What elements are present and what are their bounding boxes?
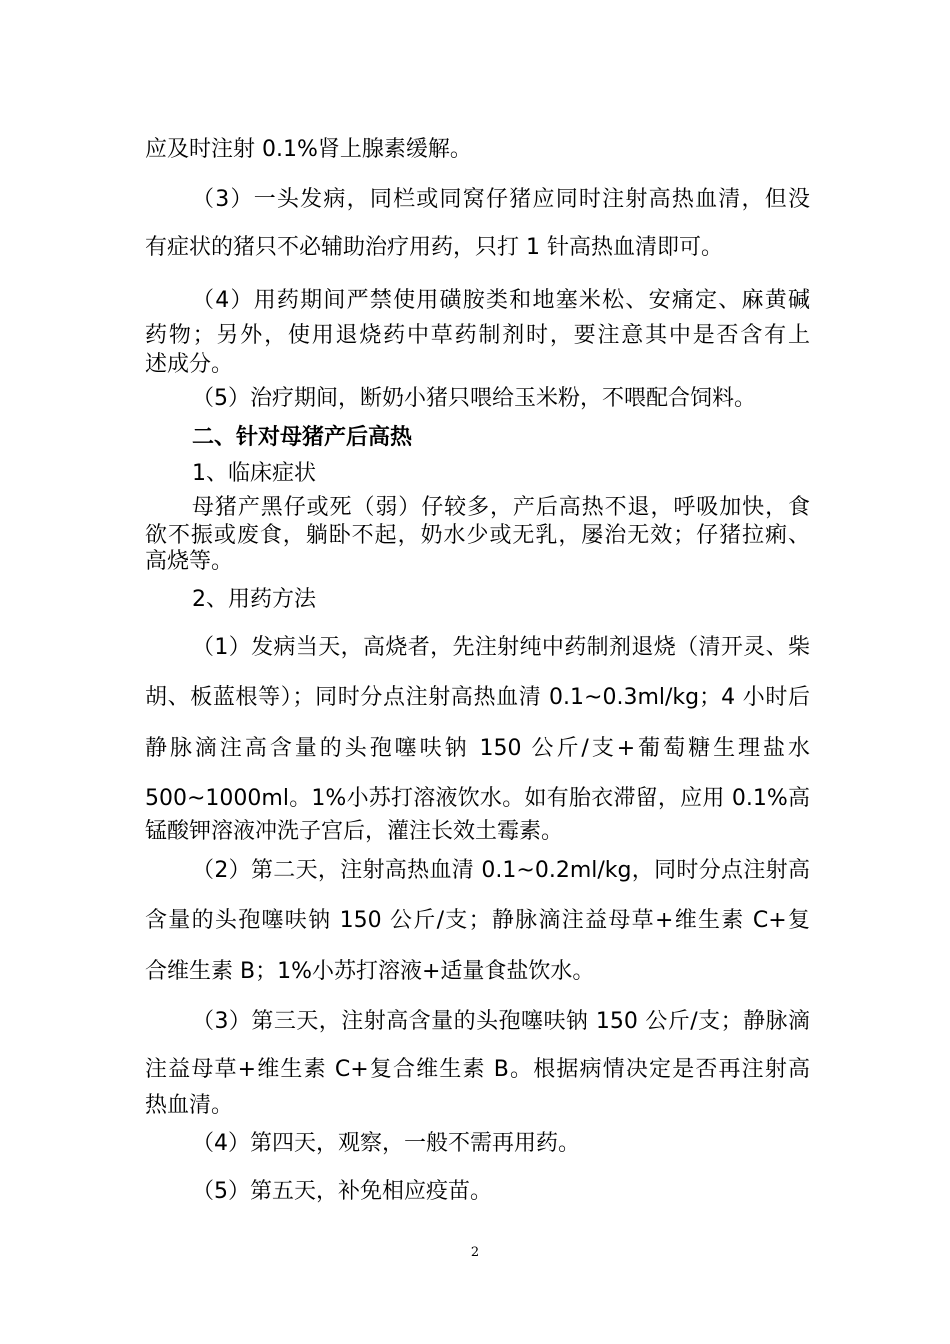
paragraph-line: 胡、板蓝根等）；同时分点注射高热血清 0.1~0.3ml/kg；4 小时后	[145, 685, 810, 710]
paragraph-line: （4）用药期间严禁使用磺胺类和地塞米松、安痛定、麻黄碱	[192, 288, 810, 313]
paragraph-line: 应及时注射 0.1%肾上腺素缓解。	[145, 137, 472, 162]
subsection-heading: 2、用药方法	[192, 587, 316, 612]
paragraph-line: （5）治疗期间，断奶小猪只喂给玉米粉，不喂配合饲料。	[192, 386, 756, 411]
subsection-heading: 1、临床症状	[192, 461, 316, 486]
paragraph-line: 欲不振或废食，躺卧不起，奶水少或无乳，屡治无效；仔猪拉痢、	[145, 523, 810, 548]
paragraph-line: 锰酸钾溶液冲洗子宫后，灌注长效土霉素。	[145, 819, 564, 844]
paragraph-line: 合维生素 B；1%小苏打溶液+适量食盐饮水。	[145, 959, 595, 984]
paragraph-line: （2）第二天，注射高热血清 0.1~0.2ml/kg，同时分点注射高	[192, 858, 810, 883]
paragraph-line: 有症状的猪只不必辅助治疗用药，只打 1 针高热血清即可。	[145, 235, 723, 260]
paragraph-line: 母猪产黑仔或死（弱）仔较多，产后高热不退，呼吸加快，食	[192, 495, 810, 520]
paragraph-line: 500~1000ml。1%小苏打溶液饮水。如有胎衣滞留，应用 0.1%高	[145, 786, 810, 811]
paragraph-line: 静脉滴注高含量的头孢噻呋钠 150 公斤/支+葡萄糖生理盐水	[145, 736, 810, 761]
paragraph-line: 含量的头孢噻呋钠 150 公斤/支；静脉滴注益母草+维生素 C+复	[145, 908, 810, 933]
paragraph-line: （3）第三天，注射高含量的头孢噻呋钠 150 公斤/支；静脉滴	[192, 1009, 810, 1034]
paragraph-line: （3）一头发病，同栏或同窝仔猪应同时注射高热血清，但没	[192, 187, 810, 212]
section-heading: 二、针对母猪产后高热	[192, 425, 413, 450]
paragraph-line: （1）发病当天，高烧者，先注射纯中药制剂退烧（清开灵、柴	[192, 635, 810, 660]
paragraph-line: 热血清。	[145, 1093, 234, 1118]
paragraph-line: 药物；另外，使用退烧药中草药制剂时，要注意其中是否含有上	[145, 323, 810, 348]
paragraph-line: 注益母草+维生素 C+复合维生素 B。根据病情决定是否再注射高	[145, 1057, 810, 1082]
page-number: 2	[470, 1245, 480, 1260]
paragraph-line: （4）第四天，观察，一般不需再用药。	[192, 1131, 580, 1156]
paragraph-line: 述成分。	[145, 352, 234, 377]
paragraph-line: 高烧等。	[145, 549, 234, 574]
paragraph-line: （5）第五天，补免相应疫苗。	[192, 1179, 492, 1204]
